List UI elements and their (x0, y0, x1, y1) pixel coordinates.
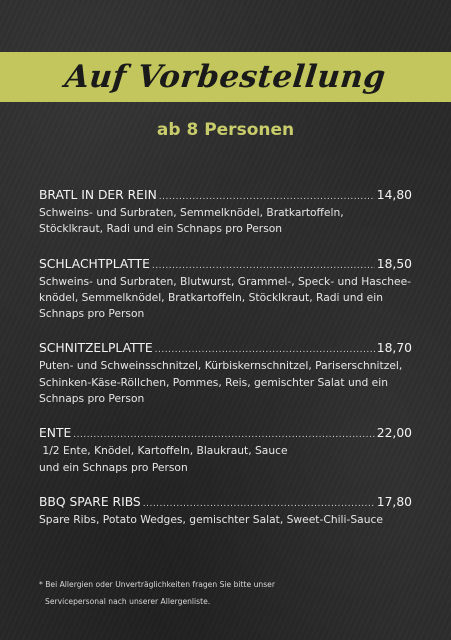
item-price: 22,00 (376, 426, 412, 441)
dot-leader (159, 189, 375, 205)
item-price: 14,80 (376, 188, 412, 202)
menu-item-bbq-spare-ribs (39, 494, 412, 528)
item-name: BBQ SPARE RIBS (39, 494, 141, 509)
menu-item-ente (39, 425, 412, 476)
item-description-line: Schnaps pro Person (39, 307, 145, 321)
item-name: BRATL IN DER REIN (39, 188, 157, 202)
item-description-line: und ein Schnaps pro Person (39, 460, 188, 474)
menu-list (39, 187, 412, 546)
item-description-line: 1/2 Ente, Knödel, Kartoffeln, Blaukraut, Sauce (39, 444, 288, 458)
item-name: SCHNITZELPLATTE (39, 341, 153, 356)
item-price: 18,50 (376, 256, 412, 271)
page-subtitle: ab 8 Personen (156, 120, 295, 140)
dot-leader (152, 258, 375, 274)
dot-leader (155, 342, 375, 358)
menu-item-bratl (39, 187, 412, 238)
title-banner (0, 52, 451, 102)
item-description-line: Schinken-Käse-Röllchen, Pommes, Reis, gemischter Salat und ein (39, 375, 388, 389)
item-name: ENTE (39, 426, 72, 441)
menu-item-schlachtplatte (39, 256, 412, 323)
item-description-line: Stöcklkraut, Radi und ein Schnaps pro Person (39, 222, 283, 236)
dot-leader (143, 496, 375, 512)
item-price: 17,80 (376, 494, 412, 509)
item-description-line: Puten- und Schweinsschnitzel, Kürbiskernschnitzel, Pariserschnitzel, (39, 359, 403, 373)
item-name: SCHLACHTPLATTE (39, 256, 150, 271)
footnote-line: Servicepersonal nach unserer Allergenliste. (45, 597, 211, 606)
footnote-line: * Bei Allergien oder Unverträglichkeiten fragen Sie bitte unser (39, 580, 275, 589)
item-description-line: knödel, Semmelknödel, Bratkartoffeln, Stöcklkraut, Radi und ein (39, 290, 383, 304)
allergen-footnote (39, 576, 419, 610)
item-description-line: Spare Ribs, Potato Wedges, gemischter Salat, Sweet-Chili-Sauce (39, 512, 383, 526)
item-description-line: Schweins- und Surbraten, Semmelknödel, Bratkartoffeln, (39, 206, 344, 219)
item-description-line: Schnaps pro Person (39, 392, 145, 406)
item-price: 18,70 (376, 341, 412, 356)
dot-leader (73, 427, 375, 443)
page-title: Auf Vorbestellung (63, 59, 388, 95)
item-description-line: Schweins- und Surbraten, Blutwurst, Grammel-, Speck- und Haschee- (39, 274, 412, 288)
menu-item-schnitzelplatte (39, 340, 412, 407)
